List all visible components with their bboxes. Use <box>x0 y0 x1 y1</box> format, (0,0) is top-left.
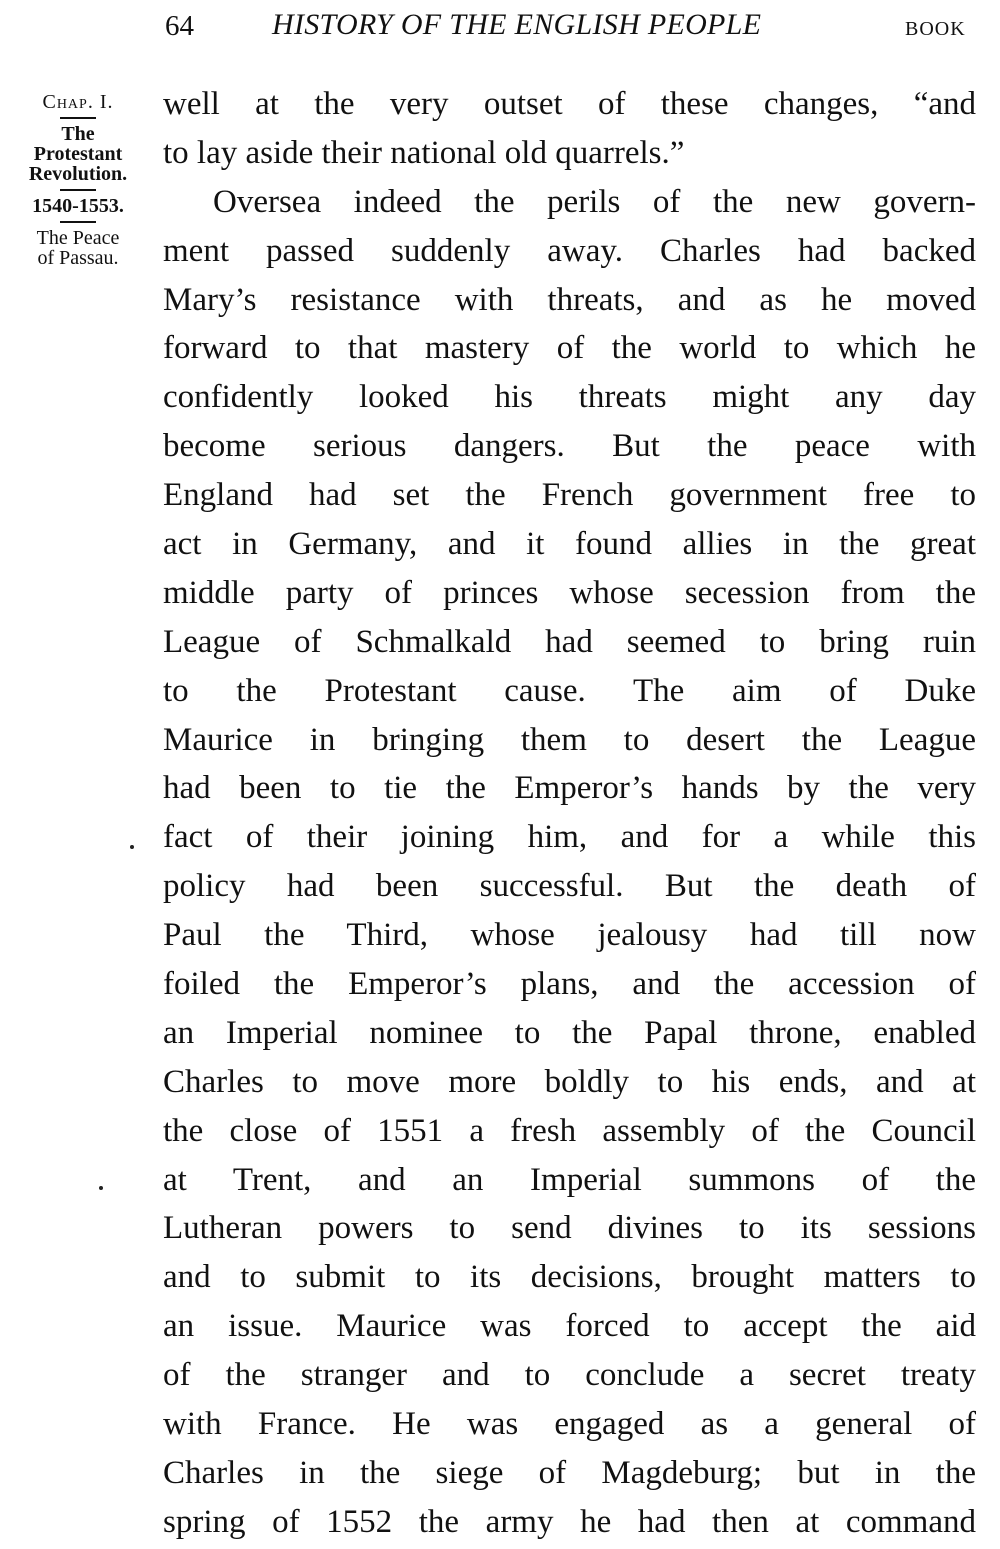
running-title: HISTORY OF THE ENGLISH PEOPLE <box>272 8 762 41</box>
margin-section-title-line1: The <box>61 123 95 145</box>
text-line: and to submit to its decisions, brought matters to <box>163 1259 976 1296</box>
margin-rule <box>60 189 96 191</box>
text-line: middle party of princes whose secession from the <box>163 574 976 611</box>
text-line: Lutheran powers to send divines to its sessions <box>163 1210 976 1247</box>
text-line: fact of their joining him, and for a while this <box>163 819 976 856</box>
margin-topic-line1: The Peace <box>36 227 120 249</box>
text-line: confidently looked his threats might any day <box>163 379 976 416</box>
text-line: act in Germany, and it found allies in the great <box>163 526 976 563</box>
text-line: with France. He was engaged as a general of <box>163 1406 976 1443</box>
text-line: ment passed suddenly away. Charles had backed <box>163 232 976 269</box>
text-line: Mary’s resistance with threats, and as he moved <box>163 281 976 318</box>
text-line: Oversea indeed the perils of the new govern- <box>213 183 976 220</box>
margin-rule <box>60 221 96 223</box>
book-label: BOOK <box>905 18 966 40</box>
text-line: forward to that mastery of the world to which he <box>163 330 976 367</box>
text-line: policy had been successful. But the death of <box>163 868 976 905</box>
margin-topic-line2: of Passau. <box>37 247 119 269</box>
text-line: the close of 1551 a fresh assembly of the Council <box>163 1112 976 1149</box>
text-line: spring of 1552 the army he had then at command <box>163 1503 976 1540</box>
page-number: 64 <box>165 10 194 42</box>
margin-rule <box>60 117 96 119</box>
text-line: Charles in the siege of Magdeburg; but in the <box>163 1454 976 1491</box>
margin-section-title-line2: Protestant <box>33 143 123 165</box>
margin-dates: 1540-1553. <box>32 195 124 217</box>
margin-section-title-line3: Revolution. <box>28 163 128 185</box>
margin-notes <box>8 92 148 268</box>
text-line: an issue. Maurice was forced to accept the aid <box>163 1308 976 1345</box>
text-line: at Trent, and an Imperial summons of the <box>163 1161 976 1198</box>
text-line: become serious dangers. But the peace with <box>163 428 976 465</box>
text-line: Paul the Third, whose jealousy had till now <box>163 917 976 954</box>
text-line: England had set the French government free to <box>163 477 976 514</box>
text-line: League of Schmalkald had seemed to bring ruin <box>163 623 976 660</box>
text-line: to lay aside their national old quarrels.” <box>163 134 685 171</box>
text-line: foiled the Emperor’s plans, and the accession of <box>163 966 976 1003</box>
text-line: Maurice in bringing them to desert the League <box>163 721 976 758</box>
margin-chapter: Chap. I. <box>42 91 114 113</box>
text-line: to the Protestant cause. The aim of Duke <box>163 672 976 709</box>
body-text <box>163 80 976 1547</box>
text-line: an Imperial nominee to the Papal throne, enabled <box>163 1014 976 1051</box>
print-speck <box>99 1186 103 1190</box>
text-line: of the stranger and to conclude a secret treaty <box>163 1357 976 1394</box>
print-speck <box>130 845 134 849</box>
text-line: Charles to move more boldly to his ends, and at <box>163 1063 976 1100</box>
text-line: had been to tie the Emperor’s hands by the very <box>163 770 976 807</box>
text-line: well at the very outset of these changes, “and <box>163 86 976 122</box>
